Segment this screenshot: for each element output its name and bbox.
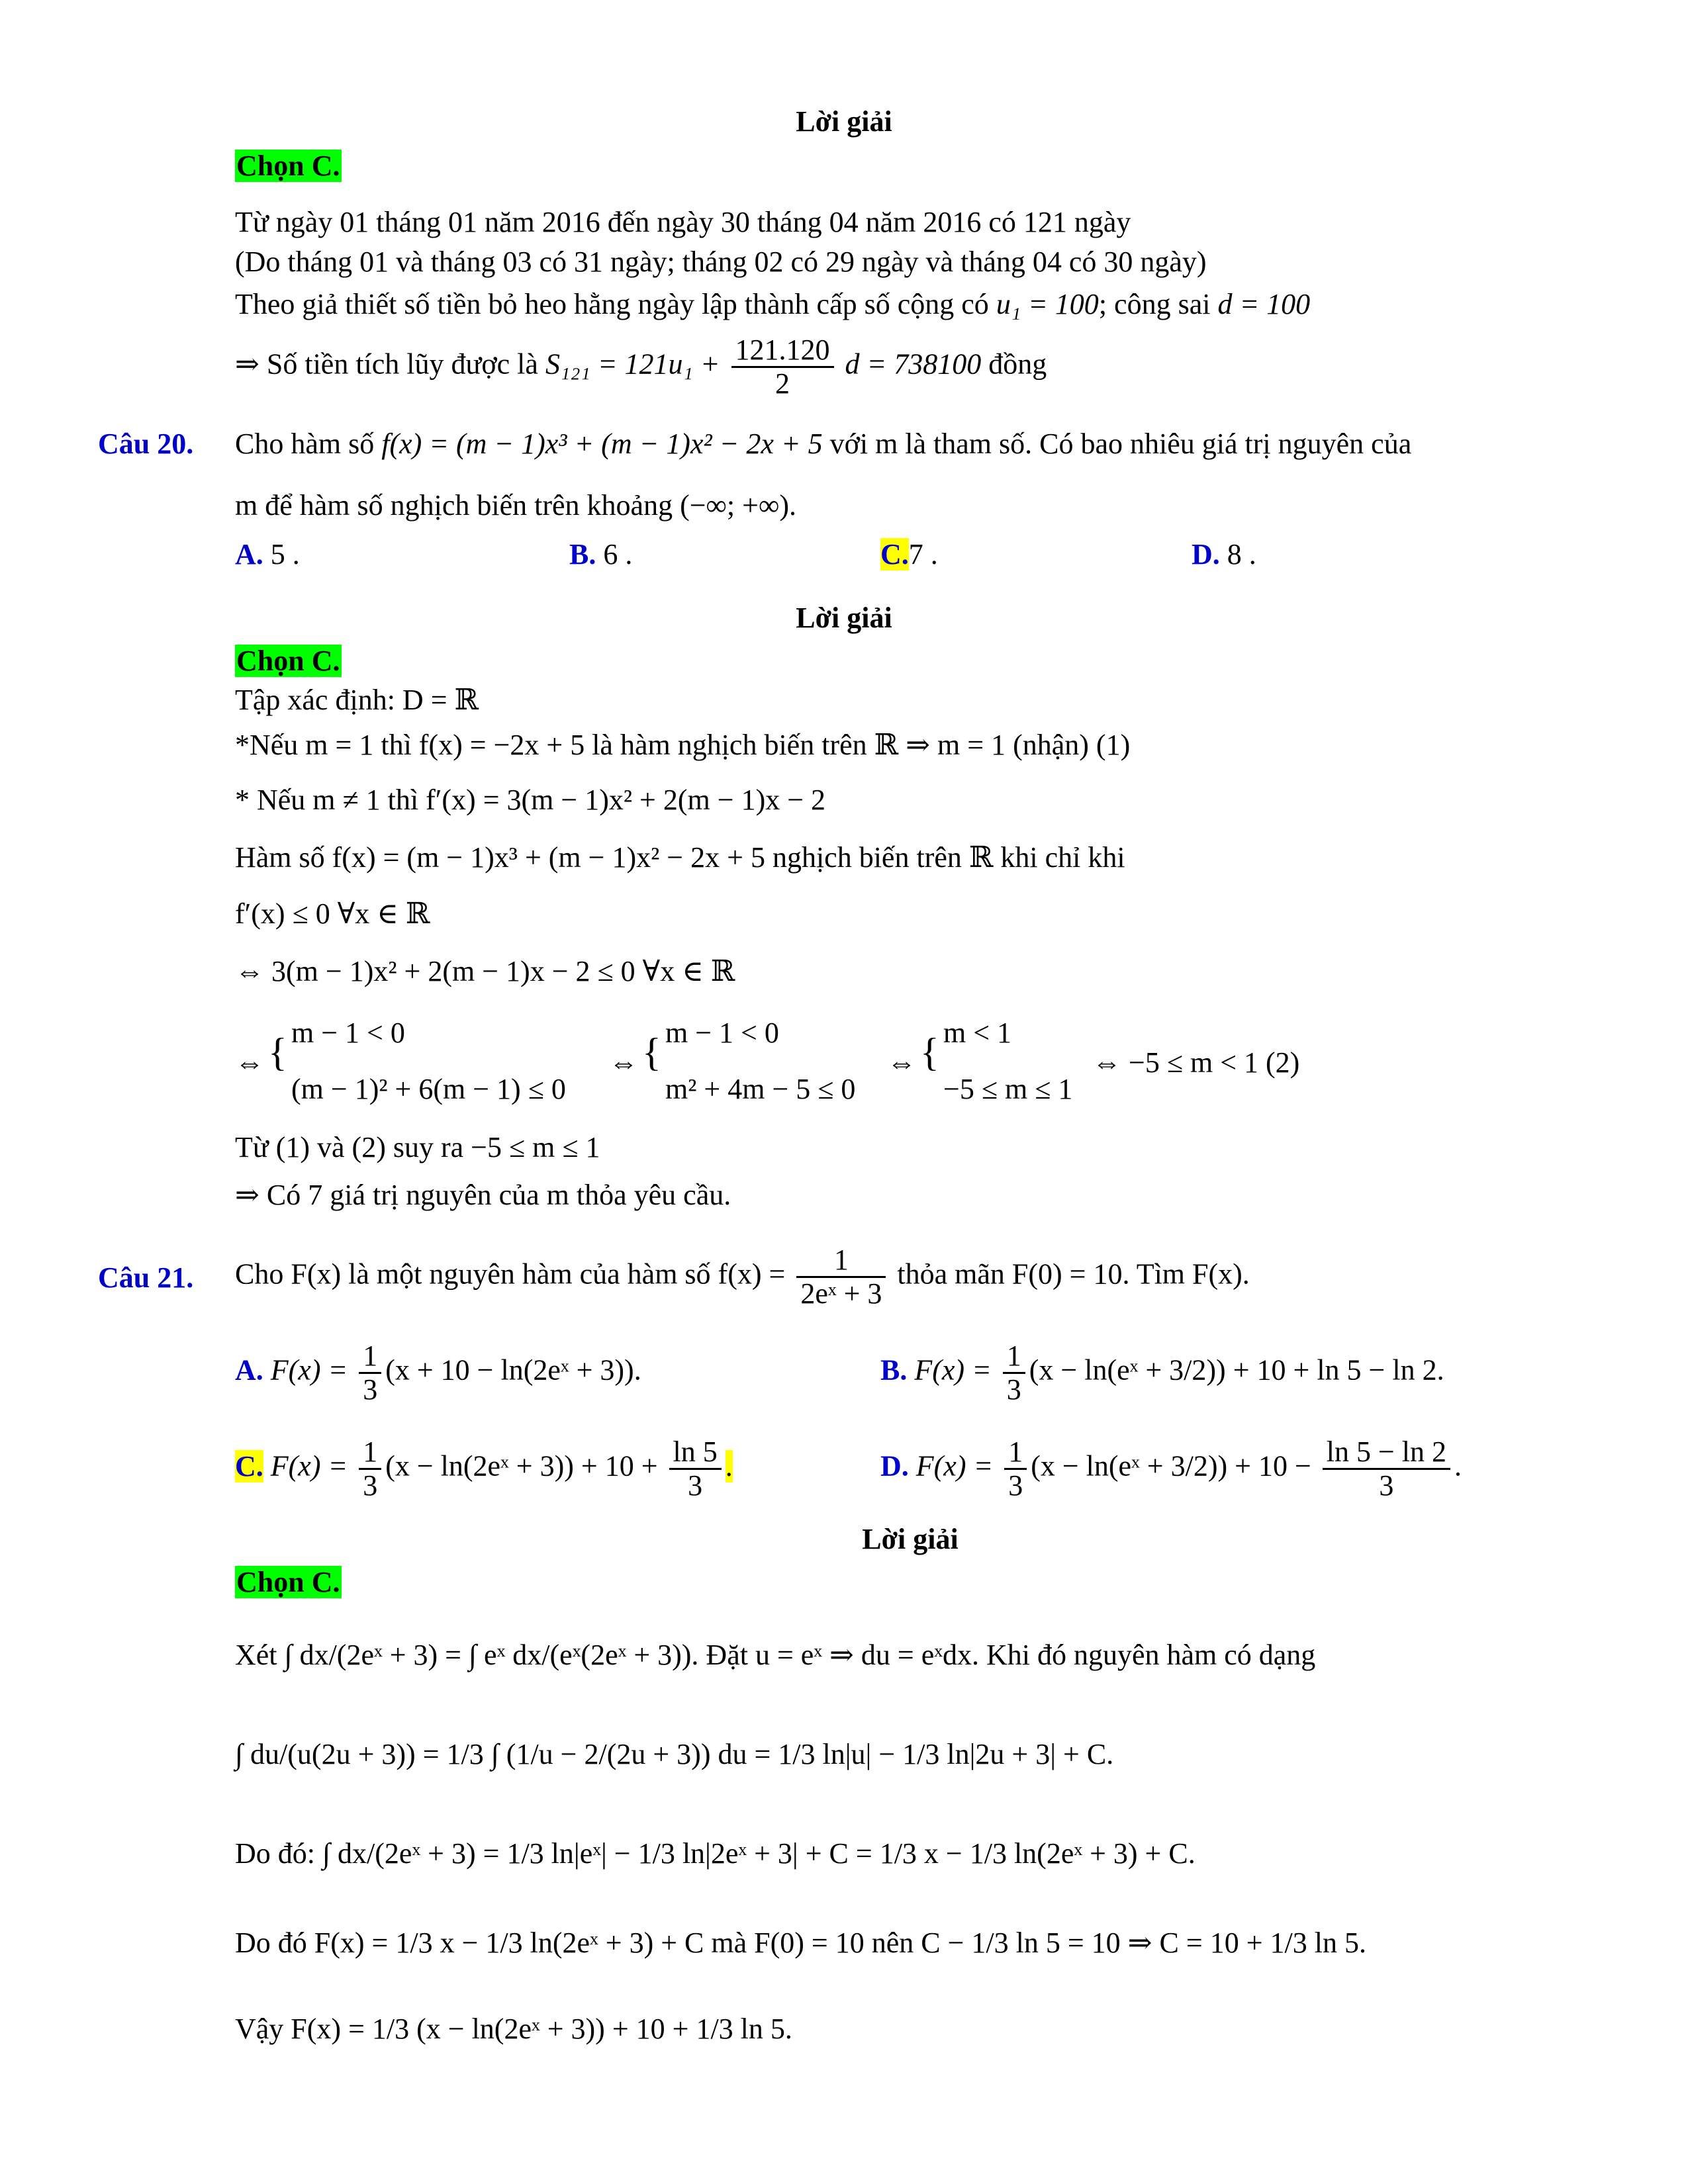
brace-icon: { (642, 1030, 661, 1074)
fraction: $\frac{1}{3}$ (359, 1340, 381, 1406)
brace-icon: { (268, 1030, 287, 1074)
solution-line: Xét ∫ dx/(2eˣ + 3) = ∫ eˣ dx/(eˣ(2eˣ + 3)). Đặt u = eˣ ⇒ du = eˣdx. Khi đó nguyên hàm có dạng (235, 1639, 1316, 1671)
implies-icon: ⇒ (235, 347, 259, 381)
option-d[interactable]: D. F(x) = $\frac{1}{3}$ (x − ln(eˣ + 3/2)) + 10 − $\frac{\ln 5 - \ln 2}{3}$ . (880, 1435, 1462, 1502)
solution-line: * Nếu m ≠ 1 thì f′(x) = 3(m − 1)x² + 2(m − 1)x − 2 (235, 784, 826, 816)
system-top: m < 1 (943, 1017, 1012, 1049)
chosen-answer-q19: Chọn C. (236, 150, 340, 182)
fraction: $\frac{1}{3}$ (359, 1436, 381, 1502)
equivalence-icon: ⇔ (609, 1046, 638, 1079)
system-top: m − 1 < 0 (291, 1017, 405, 1049)
question-label: Câu 21. (98, 1261, 194, 1294)
fraction: $\frac{\ln 5}{3}$ (669, 1436, 722, 1502)
brace-icon: { (920, 1030, 939, 1074)
solution-line: ⇔ 3(m − 1)x² + 2(m − 1)x − 2 ≤ 0 ∀x ∈ ℝ (235, 955, 735, 987)
option-b[interactable]: B. F(x) = $\frac{1}{3}$ (x − ln(eˣ + 3/2)) + 10 + ln 5 − ln 2. (880, 1340, 1444, 1406)
solution-line: ⇔ −5 ≤ m < 1 (2) (1092, 1046, 1300, 1079)
system-top: m − 1 < 0 (665, 1017, 779, 1049)
solution-line: (Do tháng 01 và tháng 03 có 31 ngày; tháng 02 có 29 ngày và tháng 04 có 30 ngày) (235, 246, 1207, 278)
chosen-answer-q20: Chọn C. (236, 645, 340, 677)
option-c[interactable]: C.7 . (880, 538, 938, 570)
solution-line: Tập xác định: D = ℝ (235, 684, 479, 716)
option-c[interactable]: C. F(x) = $\frac{1}{3}$ (x − ln(2eˣ + 3)) + 10 + $\frac{\ln 5}{3}$ . (235, 1435, 733, 1502)
option-a[interactable]: A. F(x) = $\frac{1}{3}$ (x + 10 − ln(2eˣ + 3)). (235, 1340, 641, 1406)
equivalence-icon: ⇔ (887, 1046, 916, 1079)
solution-line: ⇒ Có 7 giá trị nguyên của m thỏa yêu cầu. (235, 1179, 731, 1211)
option-d[interactable]: D. 8 . (1192, 538, 1256, 570)
solution-heading-q21: Lời giải (862, 1523, 959, 1555)
fraction: $\frac{\ln 5 - \ln 2}{3}$ (1323, 1436, 1450, 1502)
fraction: $\frac{1}{3}$ (1004, 1436, 1027, 1502)
solution-line: Từ ngày 01 tháng 01 năm 2016 đến ngày 30 tháng 04 năm 2016 có 121 ngày (235, 206, 1131, 238)
question-text: Cho hàm số f(x) = (m − 1)x³ + (m − 1)x² − 2x + 5 với m là tham số. Có bao nhiêu giá trị nguyên của (235, 428, 1412, 460)
system-bottom: m² + 4m − 5 ≤ 0 (665, 1073, 856, 1105)
solution-line: Vậy F(x) = 1/3 (x − ln(2eˣ + 3)) + 10 + 1/3 ln 5. (235, 2013, 792, 2045)
chosen-answer-q21: Chọn C. (236, 1566, 340, 1598)
solution-line: Theo giả thiết số tiền bỏ heo hằng ngày lập thành cấp số cộng có u₁ = 100; công sai d = 100 (235, 288, 1311, 320)
option-a[interactable]: A. 5 . (235, 538, 300, 570)
system-bottom: −5 ≤ m ≤ 1 (943, 1073, 1073, 1105)
question-text: Cho F(x) là một nguyên hàm của hàm số f(x) = $\frac{1}{\text{2eˣ + 3}}$ thỏa mãn F(0) = 10. Tìm F(x). (235, 1244, 1250, 1310)
solution-line: Do đó: ∫ dx/(2eˣ + 3) = 1/3 ln|eˣ| − 1/3 ln|2eˣ + 3| + C = 1/3 x − 1/3 ln(2eˣ + 3) + C. (235, 1837, 1196, 1870)
equivalence-icon: ⇔ (235, 1046, 264, 1079)
solution-line: Từ (1) và (2) suy ra −5 ≤ m ≤ 1 (235, 1131, 600, 1163)
option-b[interactable]: B. 6 . (569, 538, 633, 570)
solution-line: ∫ du/(u(2u + 3)) = 1/3 ∫ (1/u − 2/(2u + 3)) du = 1/3 ln|u| − 1/3 ln|2u + 3| + C. (235, 1738, 1114, 1770)
solution-heading-q20: Lời giải (796, 602, 892, 634)
solution-line: Do đó F(x) = 1/3 x − 1/3 ln(2eˣ + 3) + C mà F(0) = 10 nên C − 1/3 ln 5 = 10 ⇒ C = 10 + 1/3 ln 5. (235, 1927, 1366, 1959)
fraction: $\frac{121.120}{2}$ (731, 334, 834, 400)
solution-heading-q19: Lời giải (796, 105, 892, 138)
solution-line: Hàm số f(x) = (m − 1)x³ + (m − 1)x² − 2x + 5 nghịch biến trên ℝ khi chỉ khi (235, 841, 1125, 874)
fraction: $\frac{1}{\text{2eˣ + 3}}$ (796, 1244, 886, 1310)
solution-line: *Nếu m = 1 thì f(x) = −2x + 5 là hàm nghịch biến trên ℝ ⇒ m = 1 (nhận) (1) (235, 729, 1131, 761)
fraction: $\frac{1}{3}$ (1003, 1340, 1025, 1406)
system-bottom: (m − 1)² + 6(m − 1) ≤ 0 (291, 1073, 566, 1105)
question-label: Câu 20. (98, 428, 194, 460)
solution-line: ⇒ Số tiền tích lũy được là S₁₂₁ = 121u₁ + $\frac{121.120}{2}$ d = 738100 đồng (235, 334, 1047, 400)
solution-line: f′(x) ≤ 0 ∀x ∈ ℝ (235, 897, 430, 930)
question-text: m để hàm số nghịch biến trên khoảng (−∞; +∞). (235, 489, 796, 522)
